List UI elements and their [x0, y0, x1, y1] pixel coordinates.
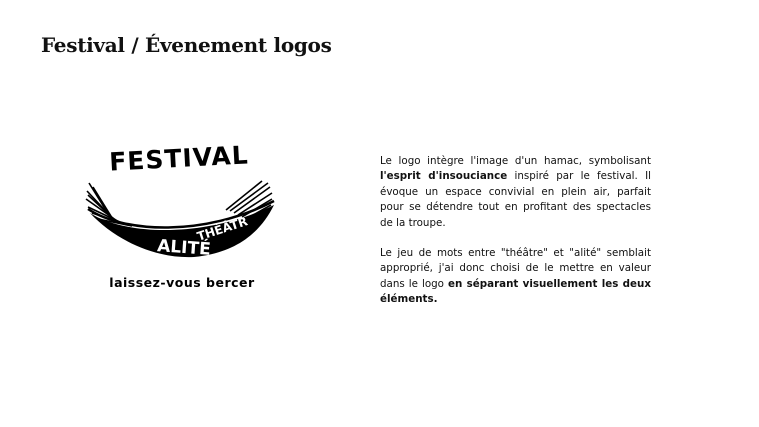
- logo-hammock-upper-text: THÉÂTR: [195, 214, 250, 244]
- description-paragraph-1: Le logo intègre l'image d'un hamac, symbolisant l'esprit d'insouciance inspiré par le festival. Il évoque un espace convivial en plein air, parfait pour se détendre tout en profitant des spectacles de la troupe.: [380, 155, 651, 229]
- festival-logo: [84, 135, 280, 295]
- logo-title-text: FESTIVAL: [108, 140, 250, 177]
- page-title: Festival / Évenement logos: [41, 33, 332, 57]
- logo-description: [380, 154, 651, 323]
- logo-hammock-lower-text: ALITÉ: [156, 236, 212, 260]
- logo-tagline: laissez-vous bercer: [109, 275, 255, 290]
- description-paragraph-2: Le jeu de mots entre "théâtre" et "alité" semblait approprié, j'ai donc choisi de le mettre en valeur dans le logo en séparant visuellement les deux éléments.: [380, 247, 652, 306]
